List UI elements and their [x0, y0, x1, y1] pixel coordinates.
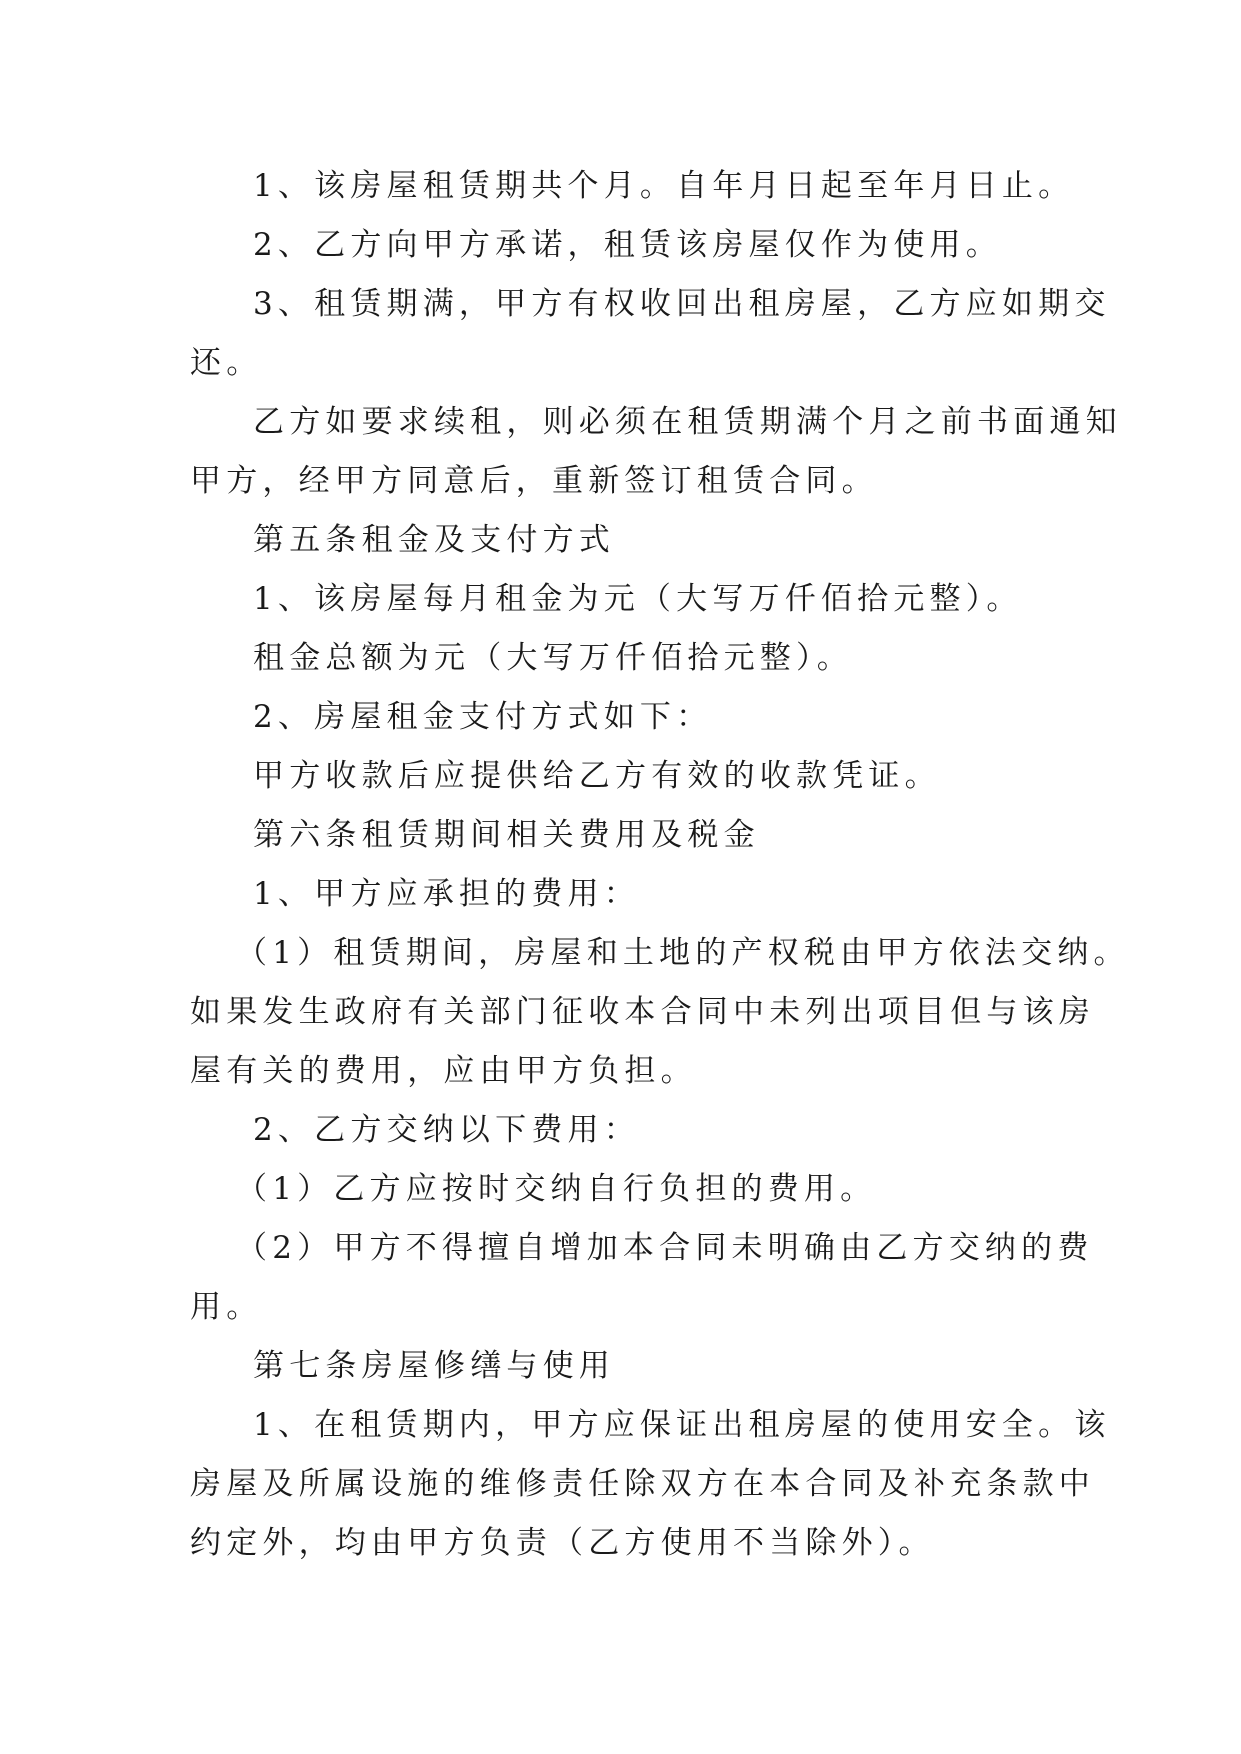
text-line: 2、房屋租金支付方式如下： — [253, 699, 713, 735]
text-line: 如果发生政府有关部门征收本合同中未列出项目但与该房 — [190, 994, 1095, 1030]
text-line: 房屋及所属设施的维修责任除双方在本合同及补充条款中 — [190, 1466, 1095, 1502]
section-heading: 第五条租金及支付方式 — [253, 522, 615, 558]
text-line: 1、该房屋每月租金为元（大写万仟佰拾元整）。 — [253, 581, 1023, 617]
text-line: 2、乙方交纳以下费用： — [253, 1112, 640, 1148]
text-line: 甲方，经甲方同意后，重新签订租赁合同。 — [190, 463, 878, 499]
section-heading: 第七条房屋修缮与使用 — [253, 1348, 615, 1384]
text-line: 屋有关的费用，应由甲方负担。 — [190, 1053, 697, 1089]
section-heading: 第六条租赁期间相关费用及税金 — [253, 817, 760, 853]
document-body — [190, 157, 1130, 1573]
text-line: 还。 — [190, 345, 263, 381]
text-line: 甲方收款后应提供给乙方有效的收款凭证。 — [253, 758, 941, 794]
text-line: （2）甲方不得擅自增加本合同未明确由乙方交纳的费 — [236, 1230, 1094, 1266]
text-line: 1、甲方应承担的费用： — [253, 876, 640, 912]
text-line: 3、租赁期满，甲方有权收回出租房屋，乙方应如期交 — [253, 286, 1111, 322]
text-line: （1）乙方应按时交纳自行负担的费用。 — [236, 1171, 877, 1207]
text-line: 约定外，均由甲方负责（乙方使用不当除外）。 — [190, 1525, 935, 1561]
text-line: 租金总额为元（大写万仟佰拾元整）。 — [253, 640, 853, 676]
text-line: 乙方如要求续租，则必须在租赁期满个月之前书面通知 — [253, 404, 1122, 440]
text-line: 2、乙方向甲方承诺，租赁该房屋仅作为使用。 — [253, 227, 1002, 263]
text-line: 1、在租赁期内，甲方应保证出租房屋的使用安全。该 — [253, 1407, 1111, 1443]
text-line: 用。 — [190, 1289, 263, 1325]
text-line: 1、该房屋租赁期共个月。自年月日起至年月日止。 — [253, 168, 1075, 204]
text-line: （1）租赁期间，房屋和土地的产权税由甲方依法交纳。 — [236, 935, 1130, 971]
